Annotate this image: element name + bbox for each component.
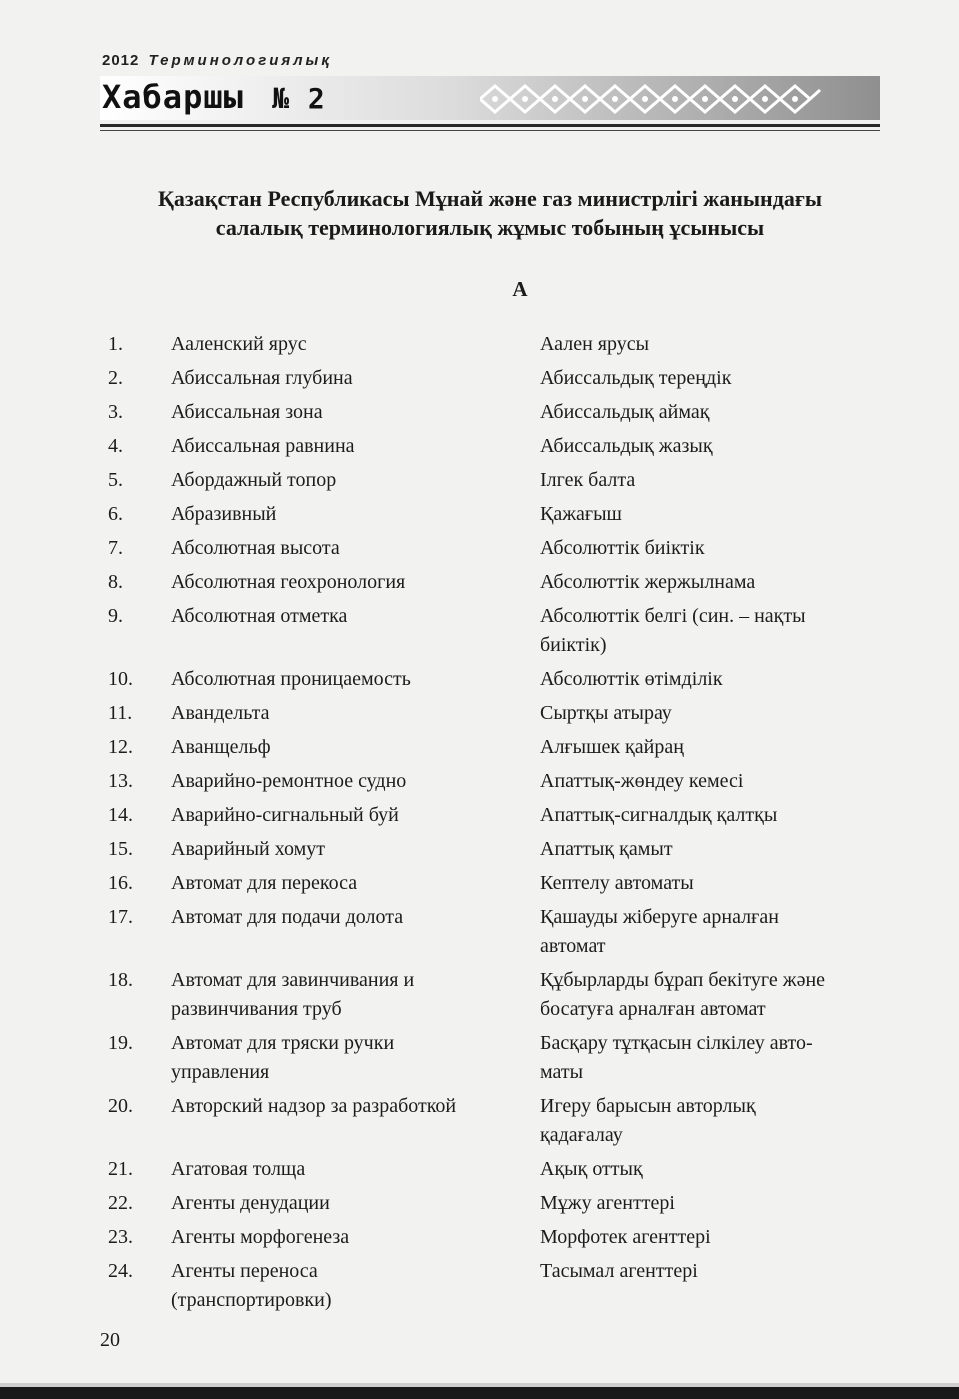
term-russian-line: Абсолютная отметка xyxy=(171,605,348,627)
term-kazakh-line: биіктік) xyxy=(540,634,607,656)
term-number: 15. xyxy=(108,838,133,860)
term-kazakh xyxy=(540,767,880,796)
term-russian xyxy=(171,466,501,495)
term-kazakh xyxy=(540,966,880,1024)
ornament-icon xyxy=(480,82,825,116)
term-kazakh-line: Кептелу автоматы xyxy=(540,872,694,894)
term-number: 16. xyxy=(108,872,133,894)
document-title-line2: салалық терминологиялық жұмыс тобының ұсынысы xyxy=(215,215,765,240)
term-kazakh xyxy=(540,432,880,461)
term-russian-line: Абиссальная зона xyxy=(171,401,323,423)
term-number: 7. xyxy=(108,537,123,559)
term-russian-line: Агенты переноса xyxy=(171,1260,318,1282)
term-kazakh-line: Қашауды жіберуге арналған xyxy=(540,906,779,928)
term-kazakh-line: Игеру барысын авторлық xyxy=(540,1095,756,1117)
term-russian-line: Абордажный топор xyxy=(171,469,337,491)
term-russian xyxy=(171,500,501,529)
term-number: 10. xyxy=(108,668,133,690)
term-kazakh-line: босатуға арналған автомат xyxy=(540,998,766,1020)
term-russian-line: Агенты морфогенеза xyxy=(171,1226,350,1248)
term-russian-line: Абиссальная равнина xyxy=(171,435,355,457)
term-russian xyxy=(171,903,501,932)
term-russian-line: Абиссальная глубина xyxy=(171,367,353,389)
document-title xyxy=(100,184,880,242)
term-russian-line: Авандельта xyxy=(171,702,270,724)
term-russian xyxy=(171,699,501,728)
term-russian-line: Абразивный xyxy=(171,503,277,525)
term-russian xyxy=(171,1092,501,1121)
term-kazakh-line: Сыртқы атырау xyxy=(540,702,672,724)
term-kazakh xyxy=(540,1257,880,1286)
term-kazakh xyxy=(540,364,880,393)
term-russian-line: управления xyxy=(171,1061,270,1083)
header-year xyxy=(102,52,332,69)
term-russian xyxy=(171,733,501,762)
term-kazakh-line: Абиссальдық жазық xyxy=(540,435,713,457)
term-number: 17. xyxy=(108,906,133,928)
term-number: 6. xyxy=(108,503,123,525)
header-title-text: Хабаршы xyxy=(102,78,244,116)
term-kazakh xyxy=(540,665,880,694)
term-russian xyxy=(171,665,501,694)
term-number: 19. xyxy=(108,1032,133,1054)
page-number: 20 xyxy=(100,1329,120,1351)
term-kazakh xyxy=(540,903,880,961)
term-kazakh-line: автомат xyxy=(540,935,606,957)
term-russian-line: развинчивания труб xyxy=(171,998,342,1020)
term-russian-line: (транспортировки) xyxy=(171,1289,332,1311)
term-kazakh-line: Қажағыш xyxy=(540,503,622,525)
term-kazakh-line: Мұжу агенттері xyxy=(540,1192,675,1214)
term-kazakh-line: Морфотек агенттері xyxy=(540,1226,711,1248)
term-number: 9. xyxy=(108,605,123,627)
document-title-line1: Қазақстан Республикасы Мұнай және газ министрлігі жанындағы xyxy=(157,186,823,211)
term-kazakh xyxy=(540,602,880,660)
term-russian xyxy=(171,568,501,597)
header-issue: № 2 xyxy=(272,82,326,115)
term-kazakh xyxy=(540,1155,880,1184)
term-number: 5. xyxy=(108,469,123,491)
term-russian-line: Автомат для перекоса xyxy=(171,872,358,894)
term-kazakh-line: Тасымал агенттері xyxy=(540,1260,698,1282)
term-russian-line: Агенты денудации xyxy=(171,1192,330,1214)
term-kazakh xyxy=(540,534,880,563)
term-kazakh-line: Абсолюттік биіктік xyxy=(540,537,705,559)
header-title xyxy=(102,78,326,116)
header-rule xyxy=(100,124,880,127)
term-kazakh-line: Абиссальдық тереңдік xyxy=(540,367,732,389)
term-russian xyxy=(171,1155,501,1184)
term-russian-line: Автомат для тряски ручки xyxy=(171,1032,395,1054)
term-russian-line: Агатовая толща xyxy=(171,1158,306,1180)
term-russian xyxy=(171,835,501,864)
term-kazakh-line: маты xyxy=(540,1061,584,1083)
term-number: 11. xyxy=(108,702,133,724)
term-number: 2. xyxy=(108,367,123,389)
term-number: 13. xyxy=(108,770,133,792)
term-russian-line: Аварийно-ремонтное судно xyxy=(171,770,407,792)
term-kazakh xyxy=(540,733,880,762)
term-russian xyxy=(171,1223,501,1252)
term-kazakh xyxy=(540,500,880,529)
header-rule-thin xyxy=(100,130,880,131)
term-russian xyxy=(171,1029,501,1087)
term-russian xyxy=(171,534,501,563)
term-kazakh xyxy=(540,398,880,427)
term-number: 14. xyxy=(108,804,133,826)
header-year-number: 2012 xyxy=(102,52,140,69)
term-kazakh-line: Абиссальдық аймақ xyxy=(540,401,710,423)
term-kazakh xyxy=(540,568,880,597)
term-kazakh-line: Аален ярусы xyxy=(540,333,650,355)
term-number: 23. xyxy=(108,1226,133,1248)
term-number: 21. xyxy=(108,1158,133,1180)
term-kazakh xyxy=(540,1223,880,1252)
journal-header xyxy=(100,52,880,134)
term-russian-line: Аванщельф xyxy=(171,736,271,758)
term-russian xyxy=(171,432,501,461)
term-kazakh-line: Абсолюттік белгі (син. – нақты xyxy=(540,605,806,627)
term-kazakh-line: Ақық оттық xyxy=(540,1158,643,1180)
term-russian xyxy=(171,1257,501,1315)
term-kazakh-line: Абсолюттік өтімділік xyxy=(540,668,723,690)
term-russian-line: Автомат для подачи долота xyxy=(171,906,404,928)
term-russian-line: Аварийный хомут xyxy=(171,838,326,860)
term-kazakh-line: Ілгек балта xyxy=(540,469,636,491)
term-number: 1. xyxy=(108,333,123,355)
term-kazakh-line: Апаттық-жөндеу кемесі xyxy=(540,770,744,792)
term-russian-line: Ааленский ярус xyxy=(171,333,307,355)
term-kazakh xyxy=(540,1029,880,1087)
term-russian xyxy=(171,801,501,830)
term-number: 22. xyxy=(108,1192,133,1214)
page-edge xyxy=(0,1387,959,1399)
section-letter: А xyxy=(512,277,528,301)
term-number: 18. xyxy=(108,969,133,991)
term-kazakh-line: Апаттық-сигналдық қалтқы xyxy=(540,804,778,826)
term-number: 20. xyxy=(108,1095,133,1117)
term-kazakh xyxy=(540,699,880,728)
term-russian xyxy=(171,1189,501,1218)
term-russian-line: Автомат для завинчивания и xyxy=(171,969,415,991)
term-kazakh-line: Апаттық қамыт xyxy=(540,838,673,860)
term-russian-line: Авторский надзор за разработкой xyxy=(171,1095,457,1117)
term-kazakh xyxy=(540,801,880,830)
term-russian xyxy=(171,602,501,631)
term-kazakh-line: қадағалау xyxy=(540,1124,623,1146)
term-kazakh xyxy=(540,466,880,495)
term-kazakh xyxy=(540,1189,880,1218)
term-kazakh-line: Абсолюттік жержылнама xyxy=(540,571,756,593)
term-kazakh xyxy=(540,330,880,359)
term-kazakh-line: Алғышек қайраң xyxy=(540,736,684,758)
term-russian xyxy=(171,869,501,898)
term-number: 4. xyxy=(108,435,123,457)
term-russian-line: Абсолютная проницаемость xyxy=(171,668,411,690)
term-number: 3. xyxy=(108,401,123,423)
term-russian-line: Абсолютная высота xyxy=(171,537,340,559)
header-series: Терминологиялық xyxy=(148,52,332,69)
term-russian-line: Аварийно-сигнальный буй xyxy=(171,804,399,826)
term-number: 24. xyxy=(108,1260,133,1282)
term-kazakh xyxy=(540,1092,880,1150)
term-russian xyxy=(171,966,501,1024)
term-kazakh xyxy=(540,869,880,898)
term-russian xyxy=(171,767,501,796)
term-russian xyxy=(171,364,501,393)
term-kazakh-line: Құбырларды бұрап бекітуге және xyxy=(540,969,826,991)
term-number: 8. xyxy=(108,571,123,593)
term-kazakh-line: Басқару тұтқасын сілкілеу авто- xyxy=(540,1032,813,1054)
term-russian xyxy=(171,330,501,359)
term-number: 12. xyxy=(108,736,133,758)
term-kazakh xyxy=(540,835,880,864)
term-russian-line: Абсолютная геохронология xyxy=(171,571,406,593)
term-russian xyxy=(171,398,501,427)
